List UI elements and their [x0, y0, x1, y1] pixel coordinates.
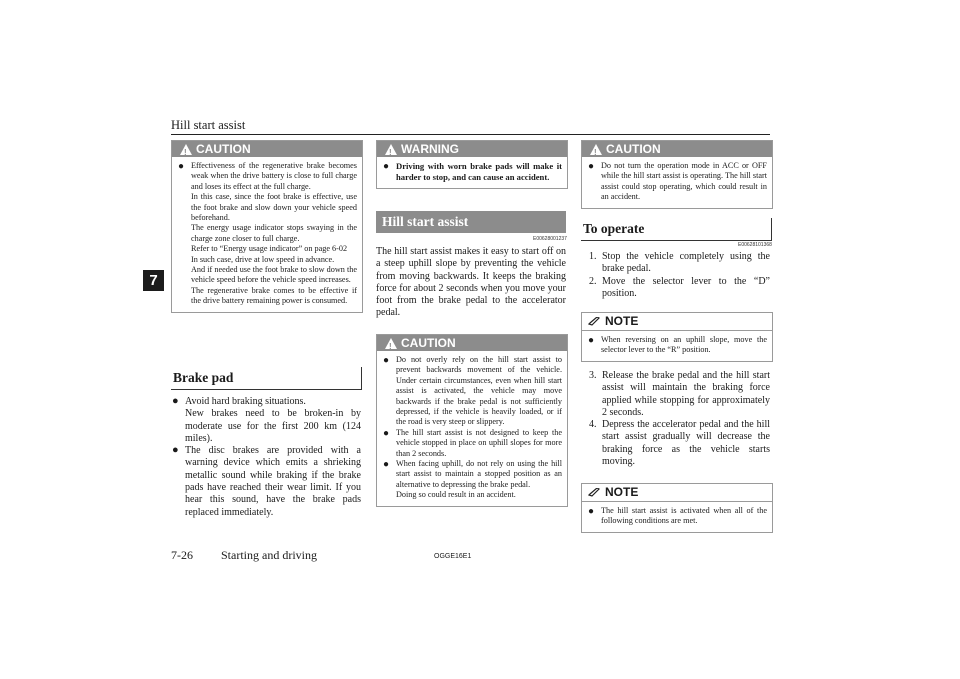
- brake-pad-list: [171, 396, 361, 519]
- caution-box-regen: [171, 140, 363, 313]
- section-heading-brake-pad: Brake pad: [171, 367, 362, 390]
- caution-box-operation-mode: [581, 140, 773, 209]
- steps-list-a: [589, 251, 770, 300]
- section-code: E00628001237: [533, 236, 567, 242]
- running-header: Hill start assist: [171, 118, 246, 132]
- list-item: 1. Stop the vehicle completely using the brake pedal.: [589, 251, 770, 275]
- bullet-icon: ●: [588, 506, 595, 517]
- warning-header: [377, 141, 567, 157]
- caution-header: [172, 141, 362, 157]
- hill-start-paragraph: The hill start assist makes it easy to start off on a steep uphill slope by preventing the vehicle from moving backwards. It keeps the braking force for about 2 seconds when you move your foot from the brake pedal to the accelerator pedal.: [376, 246, 566, 319]
- note-item: ● When reversing on an uphill slope, move the selector lever to the “R” position.: [588, 335, 767, 355]
- warning-triangle-icon: [385, 338, 397, 349]
- page-number: 7-26: [171, 548, 193, 562]
- caution-item: ● The hill start assist is not designed to keep the vehicle stopped in place on uphill slopes for more than 2 seconds.: [383, 427, 562, 458]
- list-item: 3. Release the brake pedal and the hill start assist will maintain the braking force applied while stopping for approximately 2 seconds.: [589, 370, 770, 418]
- caution-header: [582, 141, 772, 157]
- warning-triangle-icon: [590, 144, 602, 155]
- note-header: [582, 484, 772, 502]
- section-heading-to-operate: To operate: [581, 218, 772, 241]
- caution-label: CAUTION: [196, 142, 251, 156]
- list-item: 2. Move the selector lever to the “D” position.: [589, 275, 770, 299]
- note-pen-icon: [588, 488, 600, 497]
- note-item: ● The hill start assist is activated when all of the following conditions are met.: [588, 506, 767, 526]
- list-item: ● Avoid hard braking situations. New brakes need to be broken-in by moderate use for the first 200 km (124 miles).: [172, 395, 361, 444]
- warning-item: ● Driving with worn brake pads will make it harder to stop, and can cause an accident.: [383, 161, 562, 182]
- note-box-conditions: [581, 483, 773, 533]
- section-heading-hill-start: Hill start assist: [376, 211, 566, 233]
- note-label: NOTE: [605, 485, 639, 499]
- header-rule: [171, 134, 770, 135]
- caution-label: CAUTION: [606, 142, 661, 156]
- list-item: ● The disc brakes are provided with a warning device which emits a shrieking metallic sound while braking if the brake pads have reached their wear limit. If you hear this sound, have the brake pads replaced immediately.: [172, 444, 361, 518]
- note-pen-icon: [588, 317, 600, 326]
- caution-item: ● Do not turn the operation mode in ACC or OFF while the hill start assist is operating. The hill start assist could stop operating, which could result in an accident.: [588, 161, 767, 202]
- steps-list-b: [589, 370, 770, 468]
- note-label: NOTE: [605, 314, 639, 328]
- footer-section-title: Starting and driving: [221, 548, 317, 562]
- caution-item: ● When facing uphill, do not rely on using the hill start assist to maintain a stopped position as an alternative to depressing the brake pedal. Doing so could result in an accident.: [383, 459, 562, 500]
- warning-triangle-icon: [180, 144, 192, 155]
- bullet-icon: ●: [172, 395, 179, 407]
- bullet-icon: ●: [383, 427, 390, 439]
- section-code: E00628101368: [738, 242, 772, 248]
- bullet-icon: ●: [588, 335, 595, 346]
- bullet-icon: ●: [178, 161, 185, 172]
- caution-item: ● Do not overly rely on the hill start assist to prevent backwards movement of the vehicle. Under certain circumstances, even when hill start assist is activated, the vehicle may move backwards if the brake pedal is not sufficiently depressed, if the vehicle is heavily loaded, or if the road is very steep or slippery.: [383, 355, 562, 427]
- bullet-icon: ●: [383, 161, 390, 172]
- caution-label: CAUTION: [401, 336, 456, 350]
- warning-label: WARNING: [401, 142, 459, 156]
- bullet-icon: ●: [172, 444, 179, 457]
- list-item: 4. Depress the accelerator pedal and the hill start assist gradually will decrease the braking force as the vehicle starts moving.: [589, 419, 770, 468]
- bullet-icon: ●: [383, 459, 390, 471]
- bullet-icon: ●: [383, 355, 390, 366]
- caution-header: [377, 335, 567, 351]
- document-code: OGGE16E1: [434, 553, 472, 560]
- chapter-tab: 7: [143, 270, 164, 291]
- caution-item: ● Effectiveness of the regenerative brake becomes weak when the drive battery is close to full charge and loses its effect at the full charge. In this case, since the foot brake is effective, use the foot brake and slow down your vehicle speed beforehand. The energy usage indicator stops swaying in the charge zone closer to full charge. Refer to “Energy usage indicator” on page 6-02 In such case, drive at low speed in advance. And if needed use the foot brake to slow down the vehicle speed before the vehicle speed increases. The regenerative brake comes to be effective if the drive battery remaining power is consumed.: [178, 161, 357, 306]
- note-box-reversing: [581, 312, 773, 362]
- warning-triangle-icon: [385, 144, 397, 155]
- warning-box: [376, 140, 568, 189]
- caution-box-hill-start: [376, 334, 568, 507]
- note-header: [582, 313, 772, 331]
- bullet-icon: ●: [588, 161, 595, 172]
